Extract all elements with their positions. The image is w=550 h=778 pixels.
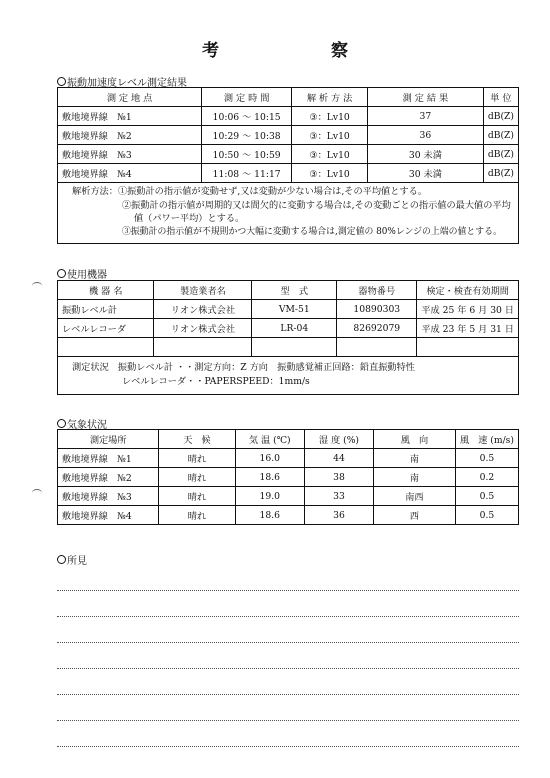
table-row	[58, 107, 519, 126]
table-cell: 10:29 ～ 10:38	[202, 126, 292, 145]
table-row	[58, 449, 519, 468]
table-cell: 10:06 ～ 10:15	[202, 107, 292, 126]
table-cell: 19.0	[235, 487, 304, 506]
table-cell: 33	[304, 487, 373, 506]
table-cell: 南西	[373, 487, 455, 506]
table-row	[58, 468, 519, 487]
table-cell: dB(Z)	[483, 126, 518, 145]
table-cell: リオン株式会社	[154, 300, 252, 319]
table-cell: 30 未満	[367, 164, 483, 183]
table-cell	[337, 338, 417, 357]
column-header: 風 向	[373, 430, 455, 449]
table-header-row	[58, 430, 519, 449]
table-row	[58, 300, 519, 319]
table-cell: ③：Lv10	[292, 107, 368, 126]
table-row	[58, 506, 519, 525]
table-cell: 36	[304, 506, 373, 525]
analysis-note-2-cont: 値（パワー平均）とする。	[134, 213, 245, 224]
table-cell: 38	[304, 468, 373, 487]
circle-bullet-icon	[57, 269, 66, 278]
column-header: 湿 度 (%)	[304, 430, 373, 449]
analysis-notes	[58, 182, 518, 243]
column-header: 風 速 (m/s)	[455, 430, 518, 449]
table-cell: 0.5	[455, 449, 518, 468]
table-cell: 敷地境界線 №1	[58, 107, 202, 126]
column-header: 型 式	[252, 281, 337, 300]
circle-bullet-icon	[57, 419, 66, 428]
table-row	[58, 487, 519, 506]
table-cell	[58, 338, 154, 357]
table-cell: 晴れ	[159, 449, 235, 468]
table-cell: 敷地境界線 №3	[58, 145, 202, 164]
analysis-note-text: ①振動計の指示値が変動せず,又は変動が少ない場合は,その平均値とする。	[117, 186, 427, 197]
column-header: 測定場所	[58, 430, 159, 449]
table-cell: 平成 25 年 6 月 30 日	[417, 300, 519, 319]
table-cell: 18.6	[235, 506, 304, 525]
equipment-table	[57, 280, 519, 357]
table-cell: リオン株式会社	[154, 319, 252, 338]
analysis-label: 解析方法：	[72, 186, 118, 197]
table-cell: 南	[373, 449, 455, 468]
memo-line	[57, 642, 519, 643]
table-cell	[252, 338, 337, 357]
binder-hole-mark	[32, 489, 42, 497]
table-cell: 18.6	[235, 468, 304, 487]
table-cell: 敷地境界線 №3	[58, 487, 159, 506]
table-cell	[417, 338, 519, 357]
table-cell: ③：Lv10	[292, 126, 368, 145]
table-cell: 振動レベル計	[58, 300, 154, 319]
equipment-section-label: 使用機器	[67, 270, 107, 281]
vibration-table	[57, 87, 519, 183]
remarks-section-label: 所見	[67, 556, 87, 567]
memo-line	[57, 616, 519, 617]
table-cell: ③：Lv10	[292, 164, 368, 183]
table-cell: LR-04	[252, 319, 337, 338]
table-cell: 晴れ	[159, 487, 235, 506]
table-cell: ③：Lv10	[292, 145, 368, 164]
circle-bullet-icon	[57, 555, 66, 564]
analysis-note-2: ②振動計の指示値が周期的又は間欠的に変動する場合は,その変動ごとの指示値の最大値の平均	[122, 199, 511, 211]
table-cell: 10:50 ～ 10:59	[202, 145, 292, 164]
weather-table	[57, 429, 519, 525]
condition-line-1: 測定状況 振動レベル計 ・・測定方向：Z 方向 振動感覚補正回路：鉛直振動特性	[72, 362, 415, 373]
measurement-conditions	[58, 356, 518, 394]
column-header: 測 定 地 点	[58, 88, 202, 107]
table-cell: 10890303	[337, 300, 417, 319]
table-cell: 西	[373, 506, 455, 525]
table-cell: 44	[304, 449, 373, 468]
vibration-section-label: 振動加速度レベル測定結果	[67, 78, 187, 89]
column-header: 検定・検査有効期間	[417, 281, 519, 300]
column-header: 機 器 名	[58, 281, 154, 300]
table-cell: 敷地境界線 №4	[58, 506, 159, 525]
column-header: 天 候	[159, 430, 235, 449]
table-header-row	[58, 88, 519, 107]
memo-line	[57, 668, 519, 669]
memo-line	[57, 694, 519, 695]
table-cell: VM-51	[252, 300, 337, 319]
table-row-empty	[58, 338, 519, 357]
circle-bullet-icon	[57, 77, 66, 86]
table-cell	[154, 338, 252, 357]
table-cell: 37	[367, 107, 483, 126]
analysis-note-3: ③振動計の指示値が不規則かつ大幅に変動する場合は,測定値の 80%レンジの上端の値とする。	[122, 226, 502, 237]
table-cell: 敷地境界線 №1	[58, 449, 159, 468]
table-cell: 平成 23 年 5 月 31 日	[417, 319, 519, 338]
vibration-box	[57, 87, 519, 244]
table-cell: 0.5	[455, 506, 518, 525]
table-cell: 82692079	[337, 319, 417, 338]
table-cell: dB(Z)	[483, 164, 518, 183]
table-row	[58, 319, 519, 338]
remarks-section-heading	[57, 552, 87, 567]
condition-line-2: レベルレコーダ・・PAPERSPEED：1mm/s	[122, 375, 310, 387]
table-cell: 南	[373, 468, 455, 487]
column-header: 解 析 方 法	[292, 88, 368, 107]
memo-line	[57, 720, 519, 721]
table-cell: 0.5	[455, 487, 518, 506]
equipment-section-heading	[57, 266, 107, 281]
table-row	[58, 164, 519, 183]
table-header-row	[58, 281, 519, 300]
table-cell: 晴れ	[159, 506, 235, 525]
table-cell: 敷地境界線 №2	[58, 126, 202, 145]
table-cell: レベルレコーダ	[58, 319, 154, 338]
table-row	[58, 126, 519, 145]
table-cell: 16.0	[235, 449, 304, 468]
column-header: 気 温 (℃)	[235, 430, 304, 449]
table-cell: 36	[367, 126, 483, 145]
table-cell: 11:08 ～ 11:17	[202, 164, 292, 183]
table-cell: 敷地境界線 №2	[58, 468, 159, 487]
weather-section-label: 気象状況	[67, 420, 107, 431]
column-header: 測 定 時 間	[202, 88, 292, 107]
table-cell: 0.2	[455, 468, 518, 487]
equipment-box	[57, 280, 519, 395]
table-row	[58, 145, 519, 164]
page-title: 考 察	[202, 41, 374, 61]
column-header: 測 定 結 果	[367, 88, 483, 107]
table-cell: 30 未満	[367, 145, 483, 164]
table-cell: dB(Z)	[483, 107, 518, 126]
table-cell: 敷地境界線 №4	[58, 164, 202, 183]
binder-hole-mark	[32, 282, 42, 290]
column-header: 単 位	[483, 88, 518, 107]
table-cell: dB(Z)	[483, 145, 518, 164]
memo-line	[57, 746, 519, 747]
memo-line	[57, 590, 519, 591]
column-header: 製造業者名	[154, 281, 252, 300]
table-cell: 晴れ	[159, 468, 235, 487]
analysis-note-1	[72, 185, 512, 199]
column-header: 器物番号	[337, 281, 417, 300]
